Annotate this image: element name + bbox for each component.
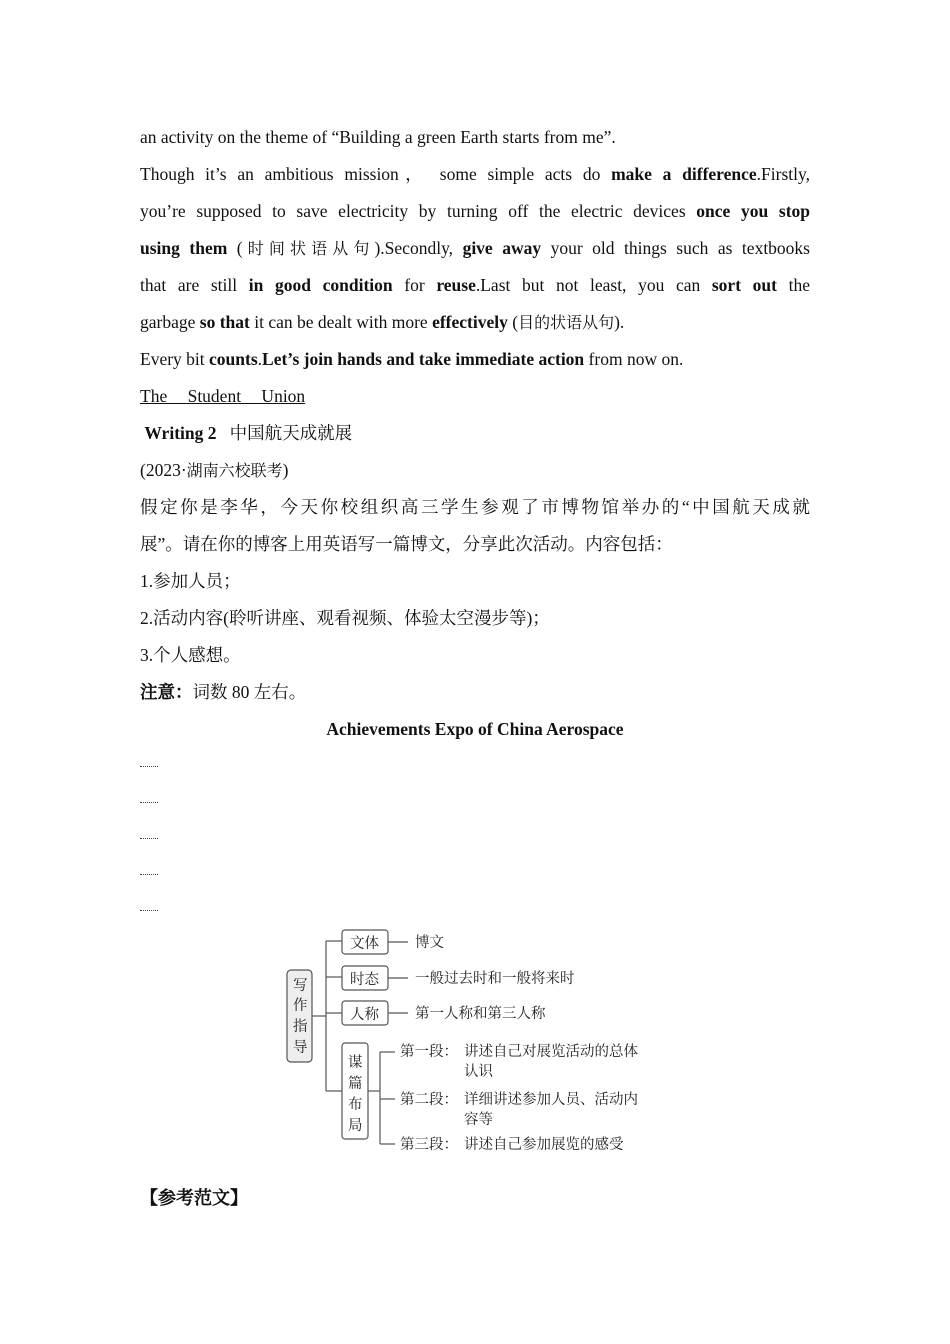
diagram-node-char: 局 xyxy=(348,1118,363,1134)
diagram-root-char: 导 xyxy=(293,1040,308,1056)
signature: The Student Union xyxy=(140,386,306,406)
diagram-leaf-text: 认识 xyxy=(464,1064,493,1080)
writing-blank-line xyxy=(140,820,810,856)
essay-title: Achievements Expo of China Aerospace xyxy=(326,719,624,739)
diagram-node-char: 篇 xyxy=(348,1076,363,1092)
writing-blank-line xyxy=(140,784,810,820)
diagram-leaf-text: 讲述自己对展览活动的总体 xyxy=(464,1044,638,1060)
diagram-leaf-text: 第一人称和第三人称 xyxy=(415,1006,546,1022)
text-line: you’re supposed to save electricity by turning off the electric devices once you stop xyxy=(140,201,811,221)
prompt-item: 3.个人感想。 xyxy=(140,645,241,665)
writing-guide-diagram xyxy=(280,925,680,1165)
diagram-leaf-head: 第一段： xyxy=(400,1044,458,1060)
note-line: 注意：词数 80 左右。 xyxy=(140,682,307,702)
text-line: that are still in good condition for reuse.Last but not least, you can sort out the xyxy=(140,275,810,295)
diagram-node-label: 时态 xyxy=(350,972,379,988)
document-body xyxy=(140,119,810,928)
writing-blank-line xyxy=(140,856,810,892)
diagram-leaf-head: 第二段： xyxy=(400,1092,458,1108)
text-line: an activity on the theme of “Building a green Earth starts from me”. xyxy=(140,127,616,147)
section-heading: Writing 2 中国航天成就展 xyxy=(144,423,353,443)
diagram-leaf-text: 讲述自己参加展览的感受 xyxy=(464,1137,624,1153)
diagram-leaf-head: 第三段： xyxy=(400,1137,458,1153)
diagram-root-char: 写 xyxy=(293,978,308,994)
prompt-item: 1.参加人员； xyxy=(140,571,241,591)
text-line: Every bit counts.Let’s join hands and take immediate action from now on. xyxy=(140,349,684,369)
diagram-leaf-text: 容等 xyxy=(464,1112,493,1128)
reference-heading: 【参考范文】 xyxy=(140,1188,248,1209)
diagram-leaf-text: 博文 xyxy=(415,935,444,951)
diagram-node-label: 人称 xyxy=(350,1007,379,1023)
text-line: Though it’s an ambitious mission， some simple acts do make a difference.Firstly, xyxy=(140,164,810,184)
writing-blank-line xyxy=(140,892,810,928)
prompt-item: 2.活动内容(聆听讲座、观看视频、体验太空漫步等)； xyxy=(140,608,550,628)
diagram-leaf-text: 一般过去时和一般将来时 xyxy=(415,971,575,987)
diagram-node-char: 谋 xyxy=(348,1055,363,1071)
source-line: (2023·湖南六校联考) xyxy=(140,460,289,480)
writing-blank-line xyxy=(140,748,810,784)
diagram-node-label: 文体 xyxy=(350,936,379,952)
text-line: garbage so that it can be dealt with more effectively (目的状语从句). xyxy=(140,312,625,332)
diagram-leaf-text: 详细讲述参加人员、活动内 xyxy=(464,1092,638,1108)
text-line: using them (时间状语从句).Secondly, give away your old things such as textbooks xyxy=(140,238,810,258)
diagram-root-char: 作 xyxy=(293,998,308,1014)
prompt-line: 假定你是李华，今天你校组织高三学生参观了市博物馆举办的“中国航天成就 xyxy=(140,497,810,517)
diagram-node-char: 布 xyxy=(348,1097,363,1113)
diagram-root-char: 指 xyxy=(293,1019,308,1035)
prompt-line: 展”。请在你的博客上用英语写一篇博文，分享此次活动。内容包括： xyxy=(140,534,673,554)
